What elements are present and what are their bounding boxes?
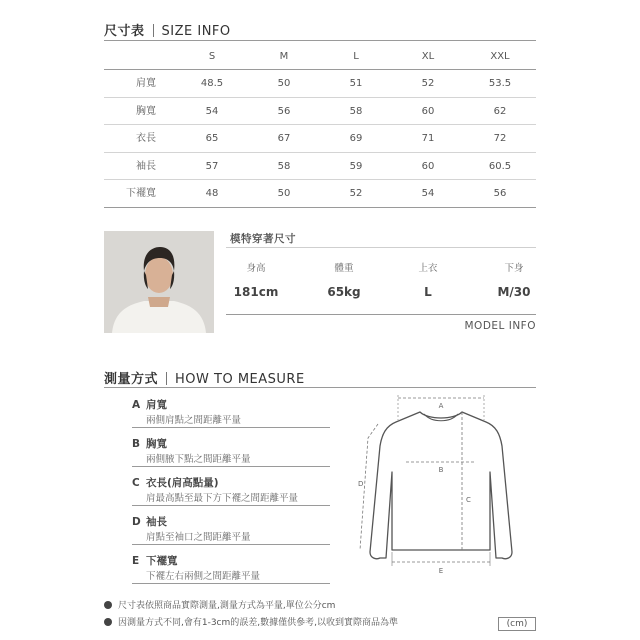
table-cell: 50 [277, 78, 291, 89]
shirt-outline-icon [346, 390, 536, 590]
measure-desc: 下襬左右兩側之間距離平量 [132, 569, 330, 584]
size-table-header [104, 44, 536, 70]
measure-desc: 肩點至袖口之間距離平量 [132, 530, 330, 545]
measure-letter: B [132, 438, 141, 450]
size-info-rule [104, 40, 536, 41]
table-row [104, 125, 536, 153]
table-cell: 52 [421, 78, 435, 89]
size-info-title-en: SIZE INFO [161, 24, 231, 39]
table-row [104, 180, 536, 208]
table-cell: 56 [277, 105, 291, 117]
model-label-top: 上衣 [418, 263, 438, 274]
diagram-label-d: D [358, 480, 364, 488]
table-cell: 48.5 [200, 78, 224, 89]
note-line [104, 616, 536, 633]
measure-rule [104, 387, 536, 388]
measure-name: 胸寬 [146, 438, 167, 450]
table-row [104, 70, 536, 98]
table-cell: 71 [421, 133, 435, 144]
measure-item-e [132, 554, 330, 584]
table-cell: 48 [205, 188, 219, 199]
measure-title-zh: 測量方式 [104, 372, 159, 387]
table-cell: 57 [205, 160, 219, 172]
measure-desc: 肩最高點至最下方下襬之間距離平量 [132, 491, 330, 506]
table-cell: 51 [349, 78, 363, 89]
table-cell: 62 [493, 105, 507, 117]
size-header-xxl: XXL [490, 51, 510, 62]
table-cell: 58 [349, 105, 363, 117]
model-photo-illustration [104, 231, 214, 333]
size-info-title-zh: 尺寸表 [104, 24, 145, 39]
title-separator [153, 24, 154, 37]
measure-desc: 兩側肩點之間距離平量 [132, 413, 330, 428]
size-info-title [104, 20, 231, 39]
diagram-label-c: C [466, 496, 471, 504]
measure-name: 下襬寬 [146, 555, 178, 567]
row-label: 胸寬 [136, 105, 156, 117]
measure-desc: 兩側腋下點之間距離平量 [132, 452, 330, 467]
model-photo [104, 231, 214, 333]
row-label: 袖長 [136, 160, 156, 172]
model-info-title: 模特穿著尺寸 [230, 233, 296, 245]
notes [104, 599, 536, 633]
measure-item-a [132, 398, 330, 428]
note-line [104, 599, 536, 616]
row-label: 衣長 [136, 133, 156, 144]
model-value-weight: 65kg [327, 285, 361, 299]
measure-letter: C [132, 477, 140, 489]
model-values [226, 285, 536, 301]
diagram-label-a: A [438, 402, 444, 410]
table-cell: 67 [277, 133, 291, 144]
title-separator [166, 372, 167, 385]
unit-badge: (cm) [498, 617, 536, 631]
measure-name: 袖長 [146, 516, 167, 528]
measure-item-b [132, 437, 330, 467]
table-cell: 60 [421, 160, 435, 172]
measure-letter: E [132, 555, 140, 567]
measure-title [104, 368, 305, 387]
table-cell: 54 [421, 188, 435, 199]
diagram-label-e: E [438, 567, 444, 575]
note-text-2: 因測量方式不同,會有1-3cm的誤差,數據僅供參考,以收到實際商品為準 [118, 618, 398, 628]
table-cell: 60 [421, 105, 435, 117]
table-cell: 50 [277, 188, 291, 199]
table-cell: 65 [205, 133, 219, 144]
size-header-m: M [279, 51, 289, 62]
measure-letter: D [132, 516, 141, 528]
size-header-l: L [353, 51, 359, 62]
table-row [104, 98, 536, 126]
table-cell: 72 [493, 133, 507, 144]
measure-name: 衣長(肩高點量) [146, 477, 219, 489]
table-cell: 58 [277, 160, 291, 172]
table-cell: 69 [349, 133, 363, 144]
measure-item-c [132, 476, 330, 506]
note-text-1: 尺寸表依照商品實際測量,測量方式為平量,單位公分cm [118, 601, 336, 611]
size-table [104, 44, 536, 208]
table-cell: 53.5 [488, 78, 512, 89]
bullet-icon [104, 618, 112, 626]
measure-name: 肩寬 [146, 399, 167, 411]
measure-letter: A [132, 399, 141, 411]
table-cell: 52 [349, 188, 363, 199]
table-cell: 54 [205, 105, 219, 117]
model-labels [226, 260, 536, 276]
measurement-diagram [346, 390, 536, 590]
model-label-weight: 體重 [334, 263, 354, 274]
table-cell: 59 [349, 160, 363, 172]
size-header-s: S [208, 51, 216, 62]
table-row [104, 153, 536, 181]
row-label: 下襬寬 [126, 188, 156, 199]
size-header-xl: XL [421, 51, 435, 62]
model-bottom-rule [226, 314, 536, 315]
model-value-bottom: M/30 [497, 285, 531, 299]
model-label-bottom: 下身 [504, 263, 524, 274]
table-cell: 56 [493, 188, 507, 199]
model-label-height: 身高 [246, 263, 266, 274]
model-info-subtitle: MODEL INFO [464, 320, 536, 332]
measure-item-d [132, 515, 330, 545]
bullet-icon [104, 601, 112, 609]
model-value-top: L [424, 285, 432, 299]
table-cell: 60.5 [488, 160, 512, 172]
model-value-height: 181cm [233, 285, 279, 299]
diagram-label-b: B [438, 466, 444, 474]
row-label: 肩寬 [136, 78, 156, 89]
model-title-rule [226, 247, 536, 248]
measure-title-en: HOW TO MEASURE [175, 372, 305, 387]
